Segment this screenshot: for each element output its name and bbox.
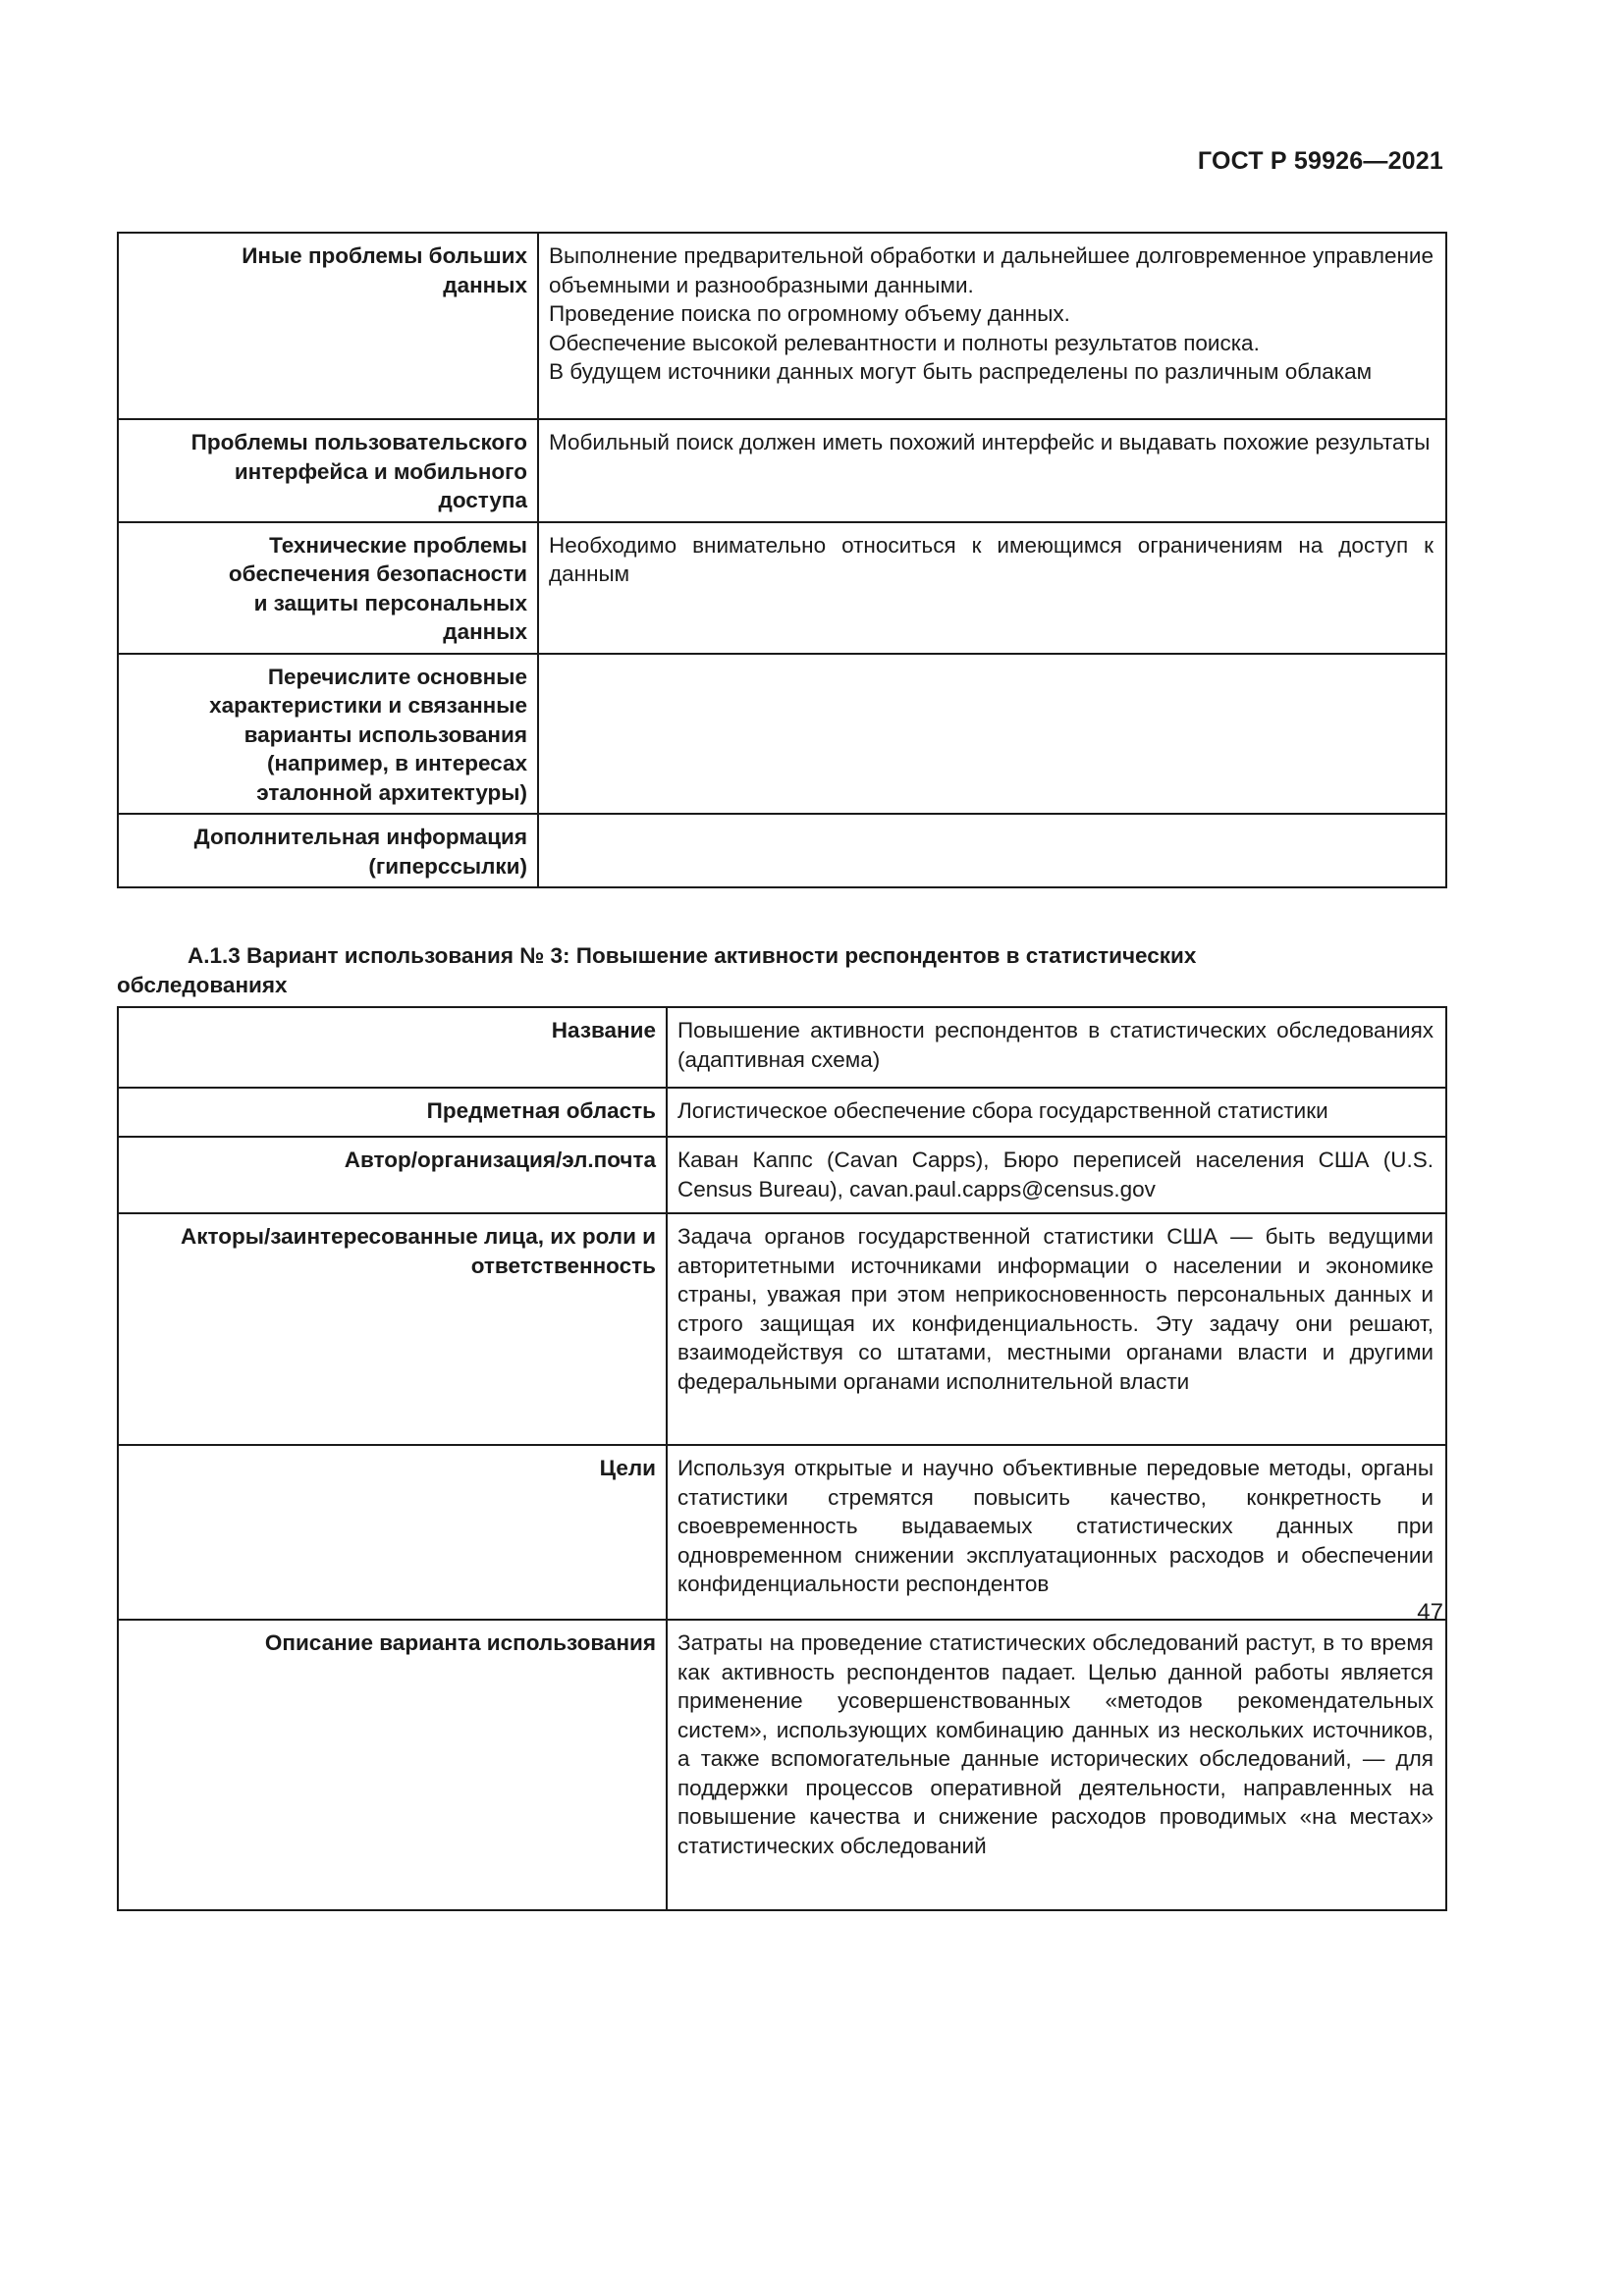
row-value-empty [538, 654, 1446, 815]
row-value: Логистическое обеспечение сбора государственной статистики [667, 1088, 1446, 1137]
use-case-3-table [117, 1006, 1447, 1911]
row-value: Задача органов государственной статистики США — быть ведущими авторитетными источниками информации о населении и экономике страны, уважая при этом неприкосновенность персональных данных и строго защищая их конфиденциальность. Эту задачу они решают, взаимодействуя со штатами, местными органами власти и другими федеральными органами исполнительной власти [667, 1213, 1446, 1445]
section-heading [117, 941, 1334, 999]
row-label: Акторы/заинтересованные лица, их роли и ответственность [118, 1213, 667, 1445]
row-label [118, 522, 538, 654]
document-header: ГОСТ Р 59926—2021 [1197, 147, 1443, 175]
row-value: Повышение активности респондентов в статистических обследованиях (адаптивная схема) [667, 1007, 1446, 1088]
row-label: Название [118, 1007, 667, 1088]
row-label: Предметная область [118, 1088, 667, 1137]
table-row [118, 1213, 1446, 1445]
label-line: варианты использования [244, 721, 527, 747]
value-paragraph: Выполнение предварительной обработки и дальнейшее долговременное управление объемными и разнообразными данными. [549, 243, 1434, 297]
row-value-empty [538, 814, 1446, 887]
label-line: Иные проблемы больших [242, 243, 527, 268]
label-line: Перечислите основные [267, 664, 527, 689]
value-paragraph: Проведение поиска по огромному объему данных. [549, 301, 1070, 326]
row-value [538, 419, 1446, 522]
table-row [118, 1445, 1446, 1620]
label-line: (например, в интересах [267, 751, 527, 775]
label-line: данных [443, 272, 527, 297]
label-line: данных [443, 619, 527, 644]
page-number: 47 [1417, 1599, 1443, 1626]
value-paragraph: Обеспечение высокой релевантности и полноты результатов поиска. [549, 330, 1260, 355]
value-paragraph: Необходимо внимательно относиться к имеющимся ограничениям на доступ к данным [549, 532, 1434, 586]
row-label [118, 233, 538, 419]
row-label: Цели [118, 1445, 667, 1620]
use-case-continuation-table [117, 232, 1447, 888]
row-label: Автор/организация/эл.почта [118, 1137, 667, 1213]
label-line: обеспечения безопасности [228, 561, 527, 586]
label-line: доступа [438, 488, 527, 512]
table-row [118, 1088, 1446, 1137]
table-row [118, 419, 1446, 522]
label-line: Проблемы пользовательского [190, 430, 527, 454]
value-paragraph: Мобильный поиск должен иметь похожий интерфейс и выдавать похожие результаты [549, 430, 1431, 454]
row-value [538, 233, 1446, 419]
label-line: Технические проблемы [269, 532, 527, 558]
label-line: и защиты персональных [253, 590, 527, 615]
table-row [118, 522, 1446, 654]
table-row [118, 814, 1446, 887]
label-line: Дополнительная информация [193, 825, 527, 849]
row-label [118, 654, 538, 815]
table-row [118, 1137, 1446, 1213]
section-heading-line: А.1.3 Вариант использования № 3: Повышение активности респондентов в статистических [188, 943, 1197, 968]
table-row [118, 1007, 1446, 1088]
table-row [118, 654, 1446, 815]
row-value [538, 522, 1446, 654]
label-line: (гиперссылки) [368, 853, 527, 879]
row-label [118, 419, 538, 522]
section-heading-line: обследованиях [117, 972, 288, 997]
label-line: интерфейса и мобильного [234, 458, 527, 484]
table-row [118, 233, 1446, 419]
table-row [118, 1620, 1446, 1910]
label-line: эталонной архитектуры) [256, 779, 527, 805]
row-value: Каван Каппс (Cavan Capps), Бюро переписей населения США (U.S. Census Bureau), cavan.paul.capps@census.gov [667, 1137, 1446, 1213]
row-value: Используя открытые и научно объективные передовые методы, органы статистики стремятся повысить качество, конкретность и своевременность выдаваемых статистических данных при одновременном снижении эксплуатационных расходов и обеспечении конфиденциальности респондентов [667, 1445, 1446, 1620]
row-label: Описание варианта использования [118, 1620, 667, 1910]
row-value: Затраты на проведение статистических обследований растут, в то время как активность респондентов падает. Целью данной работы является применение усовершенствованных «методов рекомендательных систем», использующих комбинацию данных из нескольких источников, а также вспомогательные данные исторических обследований, — для поддержки процессов оперативной деятельности, направленных на повышение качества и снижение расходов проводимых «на местах» статистических обследований [667, 1620, 1446, 1910]
row-label [118, 814, 538, 887]
value-paragraph: В будущем источники данных могут быть распределены по различным облакам [549, 359, 1373, 384]
label-line: характеристики и связанные [209, 693, 527, 718]
